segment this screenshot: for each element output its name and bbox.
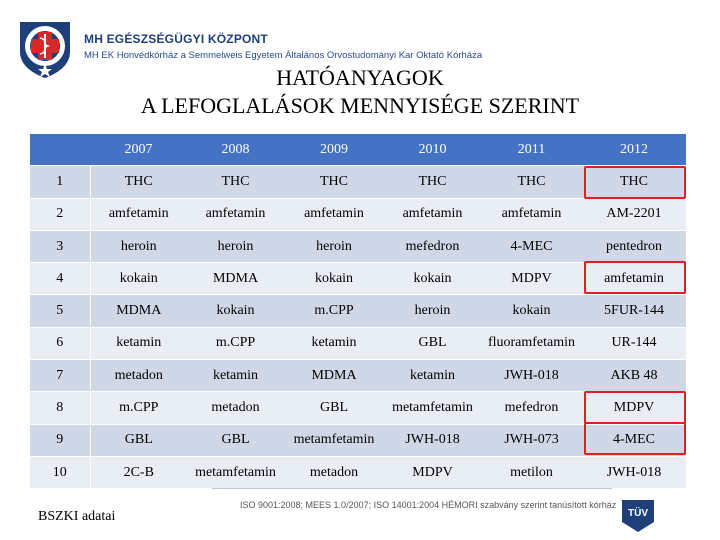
rank-cell: 7 <box>30 360 90 392</box>
table-row <box>30 295 686 327</box>
header-year-2010: 2010 <box>384 134 481 166</box>
substance-cell: heroin <box>90 230 187 262</box>
certification-text: ISO 9001:2008; MEES 1.0/2007; ISO 14001:2004 HÉMORI szabvány szerint tanúsított kórház <box>240 500 617 510</box>
substance-cell: 5FUR-144 <box>582 295 686 327</box>
substance-cell: MDMA <box>284 360 384 392</box>
substance-cell: THC <box>582 166 686 198</box>
page-title: HATÓANYAGOK <box>276 65 444 90</box>
substance-cell: fluoramfetamin <box>481 327 582 359</box>
substance-cell: metamfetamin <box>284 424 384 456</box>
substance-cell: 4-MEC <box>582 424 686 456</box>
substance-cell: 2C-B <box>90 456 187 488</box>
substance-cell: GBL <box>384 327 481 359</box>
substance-cell: MDPV <box>582 392 686 424</box>
substance-cell: JWH-073 <box>481 424 582 456</box>
substance-cell: mefedron <box>481 392 582 424</box>
substance-cell: mefedron <box>384 230 481 262</box>
org-name: MH EGÉSZSÉGÜGYI KÖZPONT <box>84 32 268 46</box>
substance-cell: THC <box>90 166 187 198</box>
table-header-row <box>30 134 686 166</box>
substance-cell: JWH-018 <box>384 424 481 456</box>
substance-cell: THC <box>284 166 384 198</box>
substance-cell: amfetamin <box>384 198 481 230</box>
table-row <box>30 424 686 456</box>
substance-cell: amfetamin <box>481 198 582 230</box>
substance-cell: heroin <box>284 230 384 262</box>
substance-cell: THC <box>481 166 582 198</box>
rank-cell: 3 <box>30 230 90 262</box>
substance-cell: metadon <box>90 360 187 392</box>
substance-cell: m.CPP <box>284 295 384 327</box>
rank-cell: 5 <box>30 295 90 327</box>
substance-cell: metadon <box>284 456 384 488</box>
substance-cell: GBL <box>90 424 187 456</box>
substance-cell: AM-2201 <box>582 198 686 230</box>
substance-cell: amfetamin <box>284 198 384 230</box>
header-year-2008: 2008 <box>187 134 284 166</box>
page-subtitle: A LEFOGLALÁSOK MENNYISÉGE SZERINT <box>140 93 580 118</box>
rank-cell: 2 <box>30 198 90 230</box>
table-row <box>30 198 686 230</box>
substance-cell: kokain <box>187 295 284 327</box>
table-row <box>30 230 686 262</box>
org-subtitle: MH EK Honvédkórház a Semmelweis Egyetem Általános Orvostudományi Kar Oktató Kórháza <box>84 50 483 61</box>
substance-cell: THC <box>384 166 481 198</box>
substance-cell: ketamin <box>284 327 384 359</box>
substance-cell: UR-144 <box>582 327 686 359</box>
substances-table <box>30 134 686 489</box>
tuv-badge-text: TÜV <box>628 508 648 519</box>
rank-cell: 10 <box>30 456 90 488</box>
substance-cell: metamfetamin <box>384 392 481 424</box>
table-row <box>30 360 686 392</box>
substance-cell: amfetamin <box>90 198 187 230</box>
substance-cell: JWH-018 <box>481 360 582 392</box>
table-row <box>30 166 686 198</box>
substance-cell: metilon <box>481 456 582 488</box>
substance-cell: AKB 48 <box>582 360 686 392</box>
rank-cell: 1 <box>30 166 90 198</box>
substance-cell: THC <box>187 166 284 198</box>
header-year-2007: 2007 <box>90 134 187 166</box>
table-row <box>30 392 686 424</box>
substance-cell: heroin <box>384 295 481 327</box>
substance-cell: MDPV <box>481 263 582 295</box>
table-row <box>30 456 686 488</box>
substance-cell: m.CPP <box>187 327 284 359</box>
substance-cell: JWH-018 <box>582 456 686 488</box>
header-year-2012: 2012 <box>582 134 686 166</box>
substance-cell: kokain <box>384 263 481 295</box>
data-source: BSZKI adatai <box>38 509 116 524</box>
substance-cell: ketamin <box>187 360 284 392</box>
header-year-2009: 2009 <box>284 134 384 166</box>
rank-cell: 4 <box>30 263 90 295</box>
substance-cell: m.CPP <box>90 392 187 424</box>
substance-cell: kokain <box>481 295 582 327</box>
substance-cell: metadon <box>187 392 284 424</box>
rank-cell: 8 <box>30 392 90 424</box>
substance-cell: heroin <box>187 230 284 262</box>
header-rank <box>30 134 90 166</box>
substance-cell: kokain <box>90 263 187 295</box>
substance-cell: MDMA <box>187 263 284 295</box>
tuv-badge-icon <box>618 494 658 534</box>
substance-cell: GBL <box>187 424 284 456</box>
substance-cell: MDPV <box>384 456 481 488</box>
table-row <box>30 263 686 295</box>
rank-cell: 9 <box>30 424 90 456</box>
substance-cell: metamfetamin <box>187 456 284 488</box>
footer-divider <box>212 488 612 489</box>
table-row <box>30 327 686 359</box>
substance-cell: ketamin <box>90 327 187 359</box>
substance-cell: pentedron <box>582 230 686 262</box>
substance-cell: MDMA <box>90 295 187 327</box>
rank-cell: 6 <box>30 327 90 359</box>
substance-cell: ketamin <box>384 360 481 392</box>
substance-cell: 4-MEC <box>481 230 582 262</box>
substance-cell: GBL <box>284 392 384 424</box>
substance-cell: amfetamin <box>582 263 686 295</box>
substance-cell: amfetamin <box>187 198 284 230</box>
header-year-2011: 2011 <box>481 134 582 166</box>
substance-cell: kokain <box>284 263 384 295</box>
